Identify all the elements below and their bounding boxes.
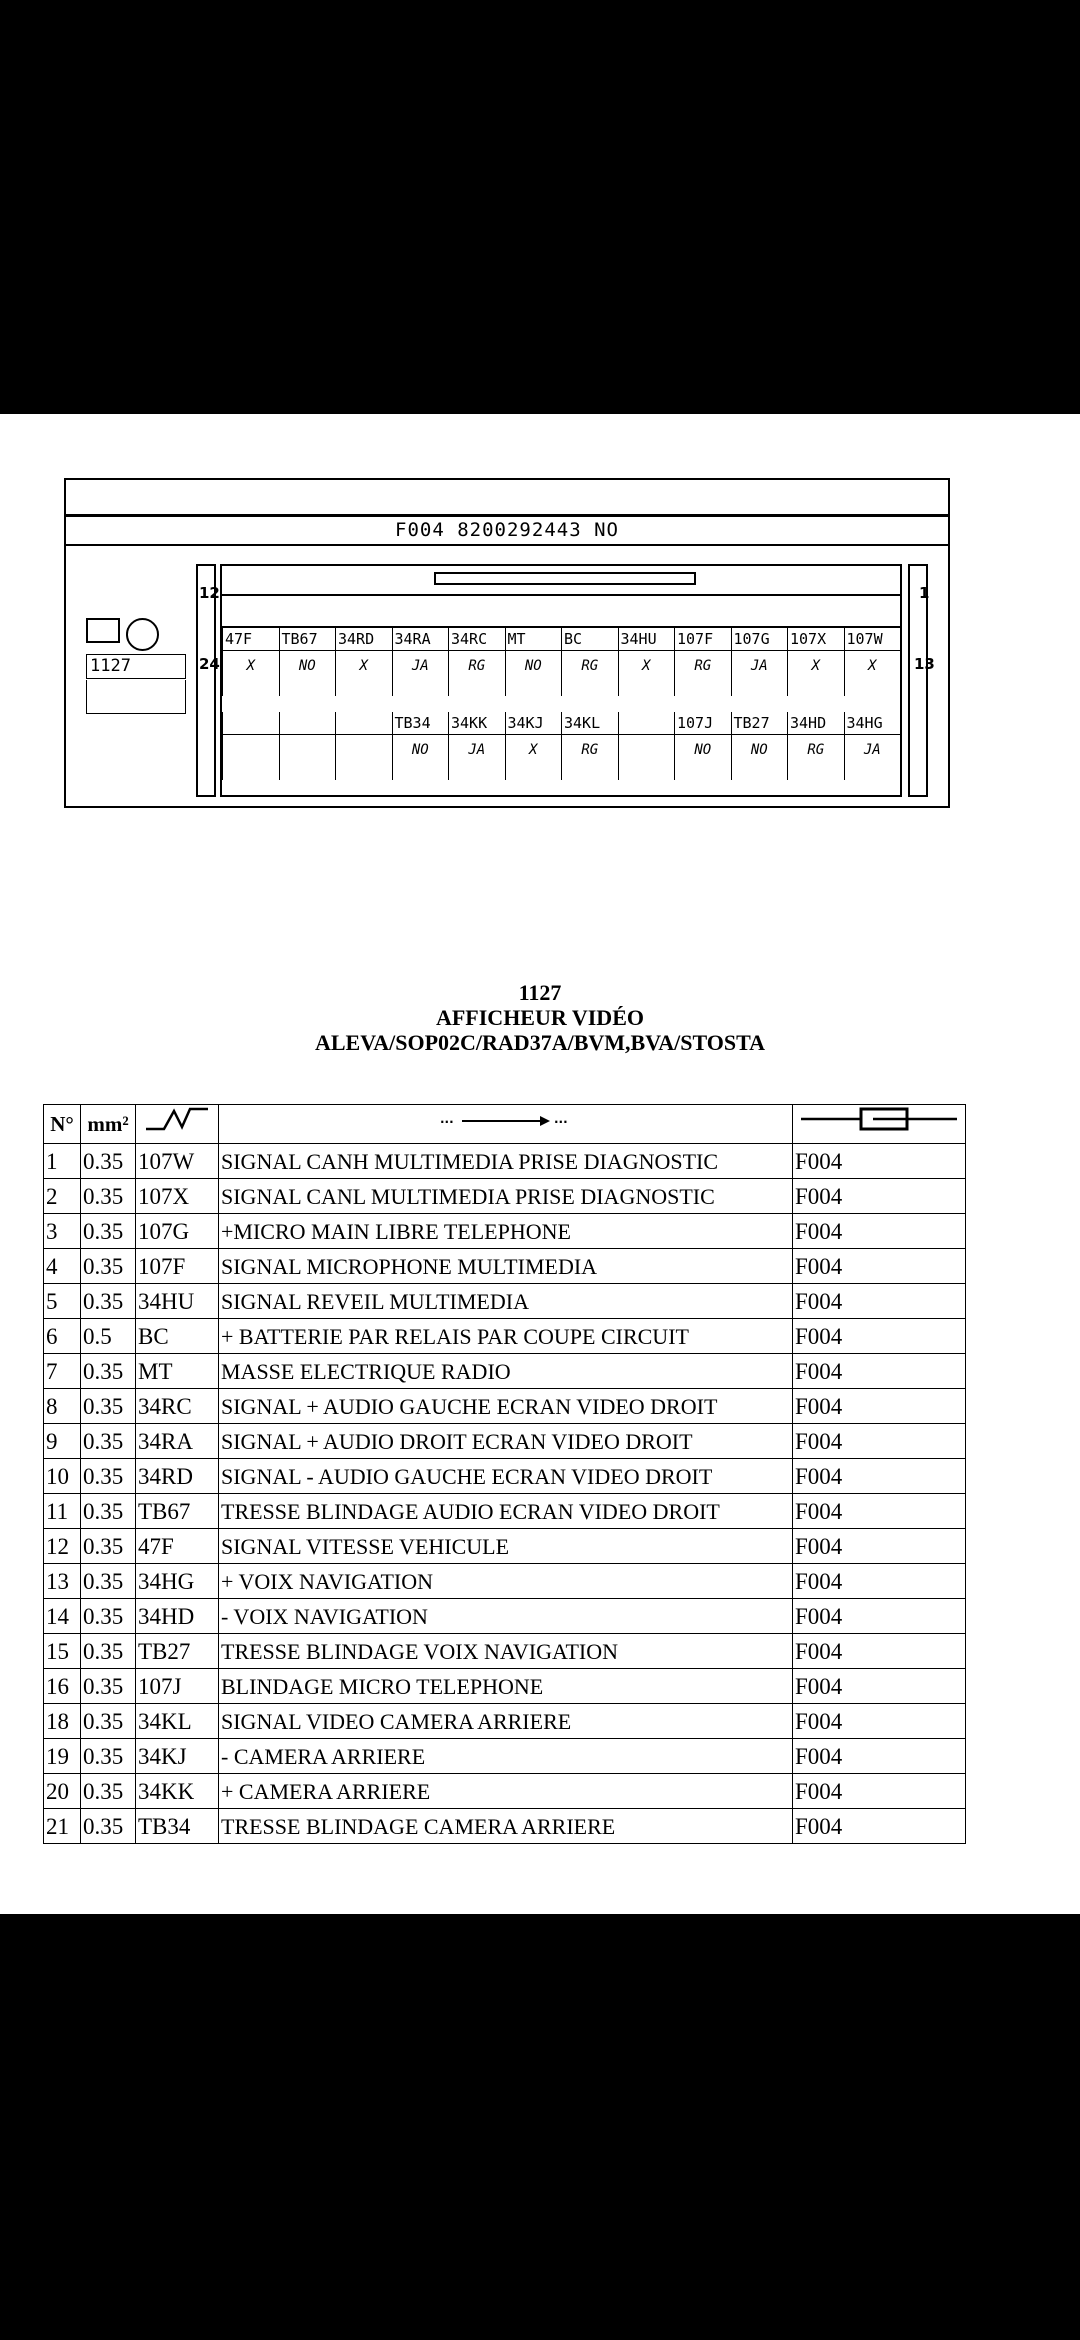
pin-wire-color: X bbox=[529, 742, 538, 758]
row-number: 10 bbox=[44, 1459, 81, 1494]
connector-pin-cell bbox=[392, 628, 449, 696]
pin-wire-color: NO bbox=[298, 658, 316, 674]
pin-wire-color: X bbox=[359, 658, 368, 674]
pin-wire-code: 34RD bbox=[336, 628, 392, 651]
connector-pin-cell bbox=[787, 628, 844, 696]
connector-pin-cell bbox=[448, 712, 505, 780]
connector-bottom-row bbox=[222, 712, 900, 780]
connector-code: F004 bbox=[793, 1214, 966, 1249]
pin-wire-color: RG bbox=[581, 658, 599, 674]
connector-code: F004 bbox=[793, 1669, 966, 1704]
row-number: 21 bbox=[44, 1809, 81, 1844]
pin-wire-code: TB67 bbox=[280, 628, 336, 651]
connector-pin-cell bbox=[279, 628, 336, 696]
row-number: 4 bbox=[44, 1249, 81, 1284]
wire-section: 0.35 bbox=[81, 1529, 136, 1564]
wire-function: SIGNAL CANH MULTIMEDIA PRISE DIAGNOSTIC bbox=[219, 1144, 793, 1179]
pin-wire-code: 47F bbox=[223, 628, 279, 651]
row-number: 3 bbox=[44, 1214, 81, 1249]
wire-code: MT bbox=[136, 1354, 219, 1389]
connector-pin-cell bbox=[222, 628, 279, 696]
wire-function: SIGNAL + AUDIO DROIT ECRAN VIDEO DROIT bbox=[219, 1424, 793, 1459]
row-number: 9 bbox=[44, 1424, 81, 1459]
document-title bbox=[0, 980, 1080, 1055]
connector-icon bbox=[799, 1106, 959, 1132]
pin-wire-code bbox=[223, 712, 279, 735]
wire-code: BC bbox=[136, 1319, 219, 1354]
connector-code: F004 bbox=[793, 1284, 966, 1319]
wire-code: 34RC bbox=[136, 1389, 219, 1424]
table-row bbox=[44, 1284, 966, 1319]
document-page bbox=[0, 414, 1080, 1914]
wire-code: 107G bbox=[136, 1214, 219, 1249]
square-symbol-icon bbox=[86, 618, 120, 643]
connector-pin-cell bbox=[618, 628, 675, 696]
table-row bbox=[44, 1389, 966, 1424]
wire-code: 47F bbox=[136, 1529, 219, 1564]
pin-number-top-left: 12 bbox=[199, 584, 220, 602]
connector-pin-cell bbox=[844, 628, 901, 696]
wiring-table bbox=[43, 1104, 966, 1844]
wire-section: 0.35 bbox=[81, 1494, 136, 1529]
pin-wire-color: NO bbox=[694, 742, 712, 758]
wire-code: TB27 bbox=[136, 1634, 219, 1669]
connector-pin-cell bbox=[222, 712, 279, 780]
table-row bbox=[44, 1354, 966, 1389]
connector-code: F004 bbox=[793, 1179, 966, 1214]
wire-function: TRESSE BLINDAGE VOIX NAVIGATION bbox=[219, 1634, 793, 1669]
wire-code: 34HU bbox=[136, 1284, 219, 1319]
wire-section: 0.35 bbox=[81, 1459, 136, 1494]
pin-wire-code: 34HD bbox=[788, 712, 844, 735]
table-row bbox=[44, 1634, 966, 1669]
connector-pin-cell bbox=[618, 712, 675, 780]
connector-code: F004 bbox=[793, 1739, 966, 1774]
pin-wire-color: RG bbox=[807, 742, 825, 758]
pin-wire-code: 107F bbox=[675, 628, 731, 651]
row-number: 18 bbox=[44, 1704, 81, 1739]
wire-icon bbox=[142, 1105, 212, 1133]
component-box bbox=[86, 680, 186, 714]
pin-number-bottom-right: 13 bbox=[914, 655, 935, 673]
connector-code: F004 bbox=[793, 1529, 966, 1564]
pin-wire-code: BC bbox=[562, 628, 618, 651]
pin-wire-color bbox=[619, 735, 675, 765]
wire-function: SIGNAL MICROPHONE MULTIMEDIA bbox=[219, 1249, 793, 1284]
pin-wire-color: X bbox=[811, 658, 820, 674]
table-row bbox=[44, 1319, 966, 1354]
wire-code: TB67 bbox=[136, 1494, 219, 1529]
pin-wire-color: RG bbox=[468, 658, 486, 674]
connector-pin-cell bbox=[787, 712, 844, 780]
row-number: 14 bbox=[44, 1599, 81, 1634]
header-number: N° bbox=[44, 1105, 81, 1144]
wire-code: 107J bbox=[136, 1669, 219, 1704]
row-number: 8 bbox=[44, 1389, 81, 1424]
table-row bbox=[44, 1774, 966, 1809]
connector-body bbox=[220, 564, 902, 797]
pin-wire-code: 34KK bbox=[449, 712, 505, 735]
wire-section: 0.35 bbox=[81, 1144, 136, 1179]
wire-function: SIGNAL VIDEO CAMERA ARRIERE bbox=[219, 1704, 793, 1739]
pin-wire-color bbox=[280, 735, 336, 765]
pin-wire-color: RG bbox=[581, 742, 599, 758]
connector-pin-cell bbox=[561, 628, 618, 696]
component-name: AFFICHEUR VIDÉO bbox=[435, 1005, 644, 1030]
diagram-header-bar bbox=[66, 480, 948, 517]
pin-wire-color: JA bbox=[411, 658, 429, 674]
connector-code: F004 bbox=[793, 1494, 966, 1529]
pin-wire-code: 107X bbox=[788, 628, 844, 651]
wire-section: 0.35 bbox=[81, 1249, 136, 1284]
wire-code: 107F bbox=[136, 1249, 219, 1284]
pin-wire-color: NO bbox=[750, 742, 768, 758]
connector-code: F004 bbox=[793, 1354, 966, 1389]
pin-wire-code: TB34 bbox=[393, 712, 449, 735]
connector-code: F004 bbox=[793, 1809, 966, 1844]
wire-section: 0.35 bbox=[81, 1564, 136, 1599]
wire-code: 34KJ bbox=[136, 1739, 219, 1774]
wire-section: 0.5 bbox=[81, 1319, 136, 1354]
wire-function: + VOIX NAVIGATION bbox=[219, 1564, 793, 1599]
table-row bbox=[44, 1529, 966, 1564]
connector-pin-cell bbox=[448, 628, 505, 696]
wire-function: SIGNAL REVEIL MULTIMEDIA bbox=[219, 1284, 793, 1319]
connector-pin-cell bbox=[731, 628, 788, 696]
pin-wire-color: NO bbox=[524, 658, 542, 674]
connector-pin-cell bbox=[505, 628, 562, 696]
wire-function: BLINDAGE MICRO TELEPHONE bbox=[219, 1669, 793, 1704]
connector-pin-cell bbox=[561, 712, 618, 780]
table-row bbox=[44, 1144, 966, 1179]
svg-text:···: ··· bbox=[439, 1114, 454, 1129]
wire-function: + BATTERIE PAR RELAIS PAR COUPE CIRCUIT bbox=[219, 1319, 793, 1354]
wire-function: - VOIX NAVIGATION bbox=[219, 1599, 793, 1634]
table-row bbox=[44, 1214, 966, 1249]
wire-section: 0.35 bbox=[81, 1739, 136, 1774]
connector-line bbox=[222, 594, 900, 596]
table-row bbox=[44, 1669, 966, 1704]
pin-wire-code: TB27 bbox=[732, 712, 788, 735]
wire-section: 0.35 bbox=[81, 1284, 136, 1319]
pin-wire-code: 107J bbox=[675, 712, 731, 735]
connector-code: F004 bbox=[793, 1319, 966, 1354]
connector-code: F004 bbox=[793, 1774, 966, 1809]
connector-diagram bbox=[64, 478, 950, 808]
table-row bbox=[44, 1179, 966, 1214]
wire-section: 0.35 bbox=[81, 1669, 136, 1704]
connector-code: F004 bbox=[793, 1564, 966, 1599]
table-row bbox=[44, 1599, 966, 1634]
pin-wire-color bbox=[223, 735, 279, 765]
circle-symbol-icon bbox=[126, 618, 159, 651]
connector-code: F004 bbox=[793, 1424, 966, 1459]
connector-code: F004 bbox=[793, 1144, 966, 1179]
svg-text:···: ··· bbox=[553, 1114, 568, 1129]
connector-code: F004 bbox=[793, 1599, 966, 1634]
row-number: 2 bbox=[44, 1179, 81, 1214]
wire-code: 34KK bbox=[136, 1774, 219, 1809]
row-number: 11 bbox=[44, 1494, 81, 1529]
table-row bbox=[44, 1809, 966, 1844]
connector-pin-cell bbox=[731, 712, 788, 780]
wire-function: TRESSE BLINDAGE CAMERA ARRIERE bbox=[219, 1809, 793, 1844]
connector-pin-cell bbox=[674, 712, 731, 780]
wire-function: MASSE ELECTRIQUE RADIO bbox=[219, 1354, 793, 1389]
pin-wire-color: X bbox=[246, 658, 255, 674]
wire-section: 0.35 bbox=[81, 1389, 136, 1424]
wire-section: 0.35 bbox=[81, 1704, 136, 1739]
row-number: 20 bbox=[44, 1774, 81, 1809]
pin-wire-color bbox=[336, 735, 392, 765]
row-number: 12 bbox=[44, 1529, 81, 1564]
connector-pin-cell bbox=[392, 712, 449, 780]
row-number: 5 bbox=[44, 1284, 81, 1319]
pin-wire-color: JA bbox=[863, 742, 881, 758]
wire-section: 0.35 bbox=[81, 1774, 136, 1809]
row-number: 16 bbox=[44, 1669, 81, 1704]
connector-code: F004 bbox=[793, 1634, 966, 1669]
table-header-row bbox=[44, 1105, 966, 1144]
connector-right-tab bbox=[908, 564, 928, 797]
wire-section: 0.35 bbox=[81, 1809, 136, 1844]
header-function bbox=[219, 1105, 793, 1144]
table-row bbox=[44, 1564, 966, 1599]
row-number: 15 bbox=[44, 1634, 81, 1669]
row-number: 1 bbox=[44, 1144, 81, 1179]
component-label: 1127 bbox=[86, 654, 186, 679]
wire-section: 0.35 bbox=[81, 1599, 136, 1634]
table-row bbox=[44, 1249, 966, 1284]
wire-code: 34RD bbox=[136, 1459, 219, 1494]
connector-pin-cell bbox=[505, 712, 562, 780]
wire-function: SIGNAL + AUDIO GAUCHE ECRAN VIDEO DROIT bbox=[219, 1389, 793, 1424]
header-section: mm² bbox=[81, 1105, 136, 1144]
wire-function: +MICRO MAIN LIBRE TELEPHONE bbox=[219, 1214, 793, 1249]
wire-function: + CAMERA ARRIERE bbox=[219, 1774, 793, 1809]
pin-wire-code: 34RA bbox=[393, 628, 449, 651]
wire-code: 107W bbox=[136, 1144, 219, 1179]
component-number: 1127 bbox=[518, 980, 562, 1005]
row-number: 7 bbox=[44, 1354, 81, 1389]
connector-pin-cell bbox=[674, 628, 731, 696]
connector-code: F004 bbox=[793, 1249, 966, 1284]
pin-wire-code: 34HU bbox=[619, 628, 675, 651]
pin-wire-color: JA bbox=[468, 742, 486, 758]
wire-section: 0.35 bbox=[81, 1214, 136, 1249]
table-row bbox=[44, 1459, 966, 1494]
component-symbol bbox=[86, 618, 186, 714]
wire-code: 34HG bbox=[136, 1564, 219, 1599]
header-wire bbox=[136, 1105, 219, 1144]
row-number: 13 bbox=[44, 1564, 81, 1599]
pin-wire-code: 107G bbox=[732, 628, 788, 651]
pin-wire-code bbox=[619, 712, 675, 735]
header-connector bbox=[793, 1105, 966, 1144]
connector-top-row bbox=[222, 628, 900, 696]
wire-section: 0.35 bbox=[81, 1424, 136, 1459]
pin-wire-code: 107W bbox=[845, 628, 901, 651]
table-row bbox=[44, 1704, 966, 1739]
wire-function: TRESSE BLINDAGE AUDIO ECRAN VIDEO DROIT bbox=[219, 1494, 793, 1529]
connector-reference: F004 8200292443 NO bbox=[66, 516, 948, 546]
arrow-icon bbox=[436, 1111, 576, 1131]
wire-section: 0.35 bbox=[81, 1179, 136, 1214]
pin-wire-code: 34RC bbox=[449, 628, 505, 651]
wire-code: 34HD bbox=[136, 1599, 219, 1634]
pin-number-bottom-left: 24 bbox=[199, 655, 220, 673]
pin-wire-code: 34KL bbox=[562, 712, 618, 735]
pin-wire-code bbox=[336, 712, 392, 735]
pin-wire-color: X bbox=[642, 658, 651, 674]
pin-number-top-right: 1 bbox=[919, 584, 930, 602]
pin-wire-color: RG bbox=[694, 658, 712, 674]
connector-pin-cell bbox=[844, 712, 901, 780]
pin-wire-code: 34KJ bbox=[506, 712, 562, 735]
wire-function: SIGNAL - AUDIO GAUCHE ECRAN VIDEO DROIT bbox=[219, 1459, 793, 1494]
connector-code: F004 bbox=[793, 1389, 966, 1424]
wire-function: SIGNAL VITESSE VEHICULE bbox=[219, 1529, 793, 1564]
table-row bbox=[44, 1494, 966, 1529]
pin-wire-code bbox=[280, 712, 336, 735]
connector-code: F004 bbox=[793, 1459, 966, 1494]
connector-pin-cell bbox=[335, 712, 392, 780]
wire-function: - CAMERA ARRIERE bbox=[219, 1739, 793, 1774]
row-number: 6 bbox=[44, 1319, 81, 1354]
pin-wire-code: 34HG bbox=[845, 712, 901, 735]
wire-code: 34RA bbox=[136, 1424, 219, 1459]
table-row bbox=[44, 1739, 966, 1774]
wire-section: 0.35 bbox=[81, 1634, 136, 1669]
pin-wire-code: MT bbox=[506, 628, 562, 651]
wire-code: 34KL bbox=[136, 1704, 219, 1739]
wire-section: 0.35 bbox=[81, 1354, 136, 1389]
connector-code: F004 bbox=[793, 1704, 966, 1739]
pin-wire-color: X bbox=[868, 658, 877, 674]
wire-code: 107X bbox=[136, 1179, 219, 1214]
row-number: 19 bbox=[44, 1739, 81, 1774]
connector-key bbox=[434, 572, 696, 585]
wire-function: SIGNAL CANL MULTIMEDIA PRISE DIAGNOSTIC bbox=[219, 1179, 793, 1214]
component-variant: ALEVA/SOP02C/RAD37A/BVM,BVA/STOSTA bbox=[314, 1030, 766, 1055]
pin-wire-color: JA bbox=[750, 658, 768, 674]
connector-pin-cell bbox=[335, 628, 392, 696]
wire-code: TB34 bbox=[136, 1809, 219, 1844]
connector-pin-cell bbox=[279, 712, 336, 780]
pin-wire-color: NO bbox=[411, 742, 429, 758]
table-row bbox=[44, 1424, 966, 1459]
connector-left-tab bbox=[196, 564, 216, 797]
table-body bbox=[44, 1144, 966, 1844]
